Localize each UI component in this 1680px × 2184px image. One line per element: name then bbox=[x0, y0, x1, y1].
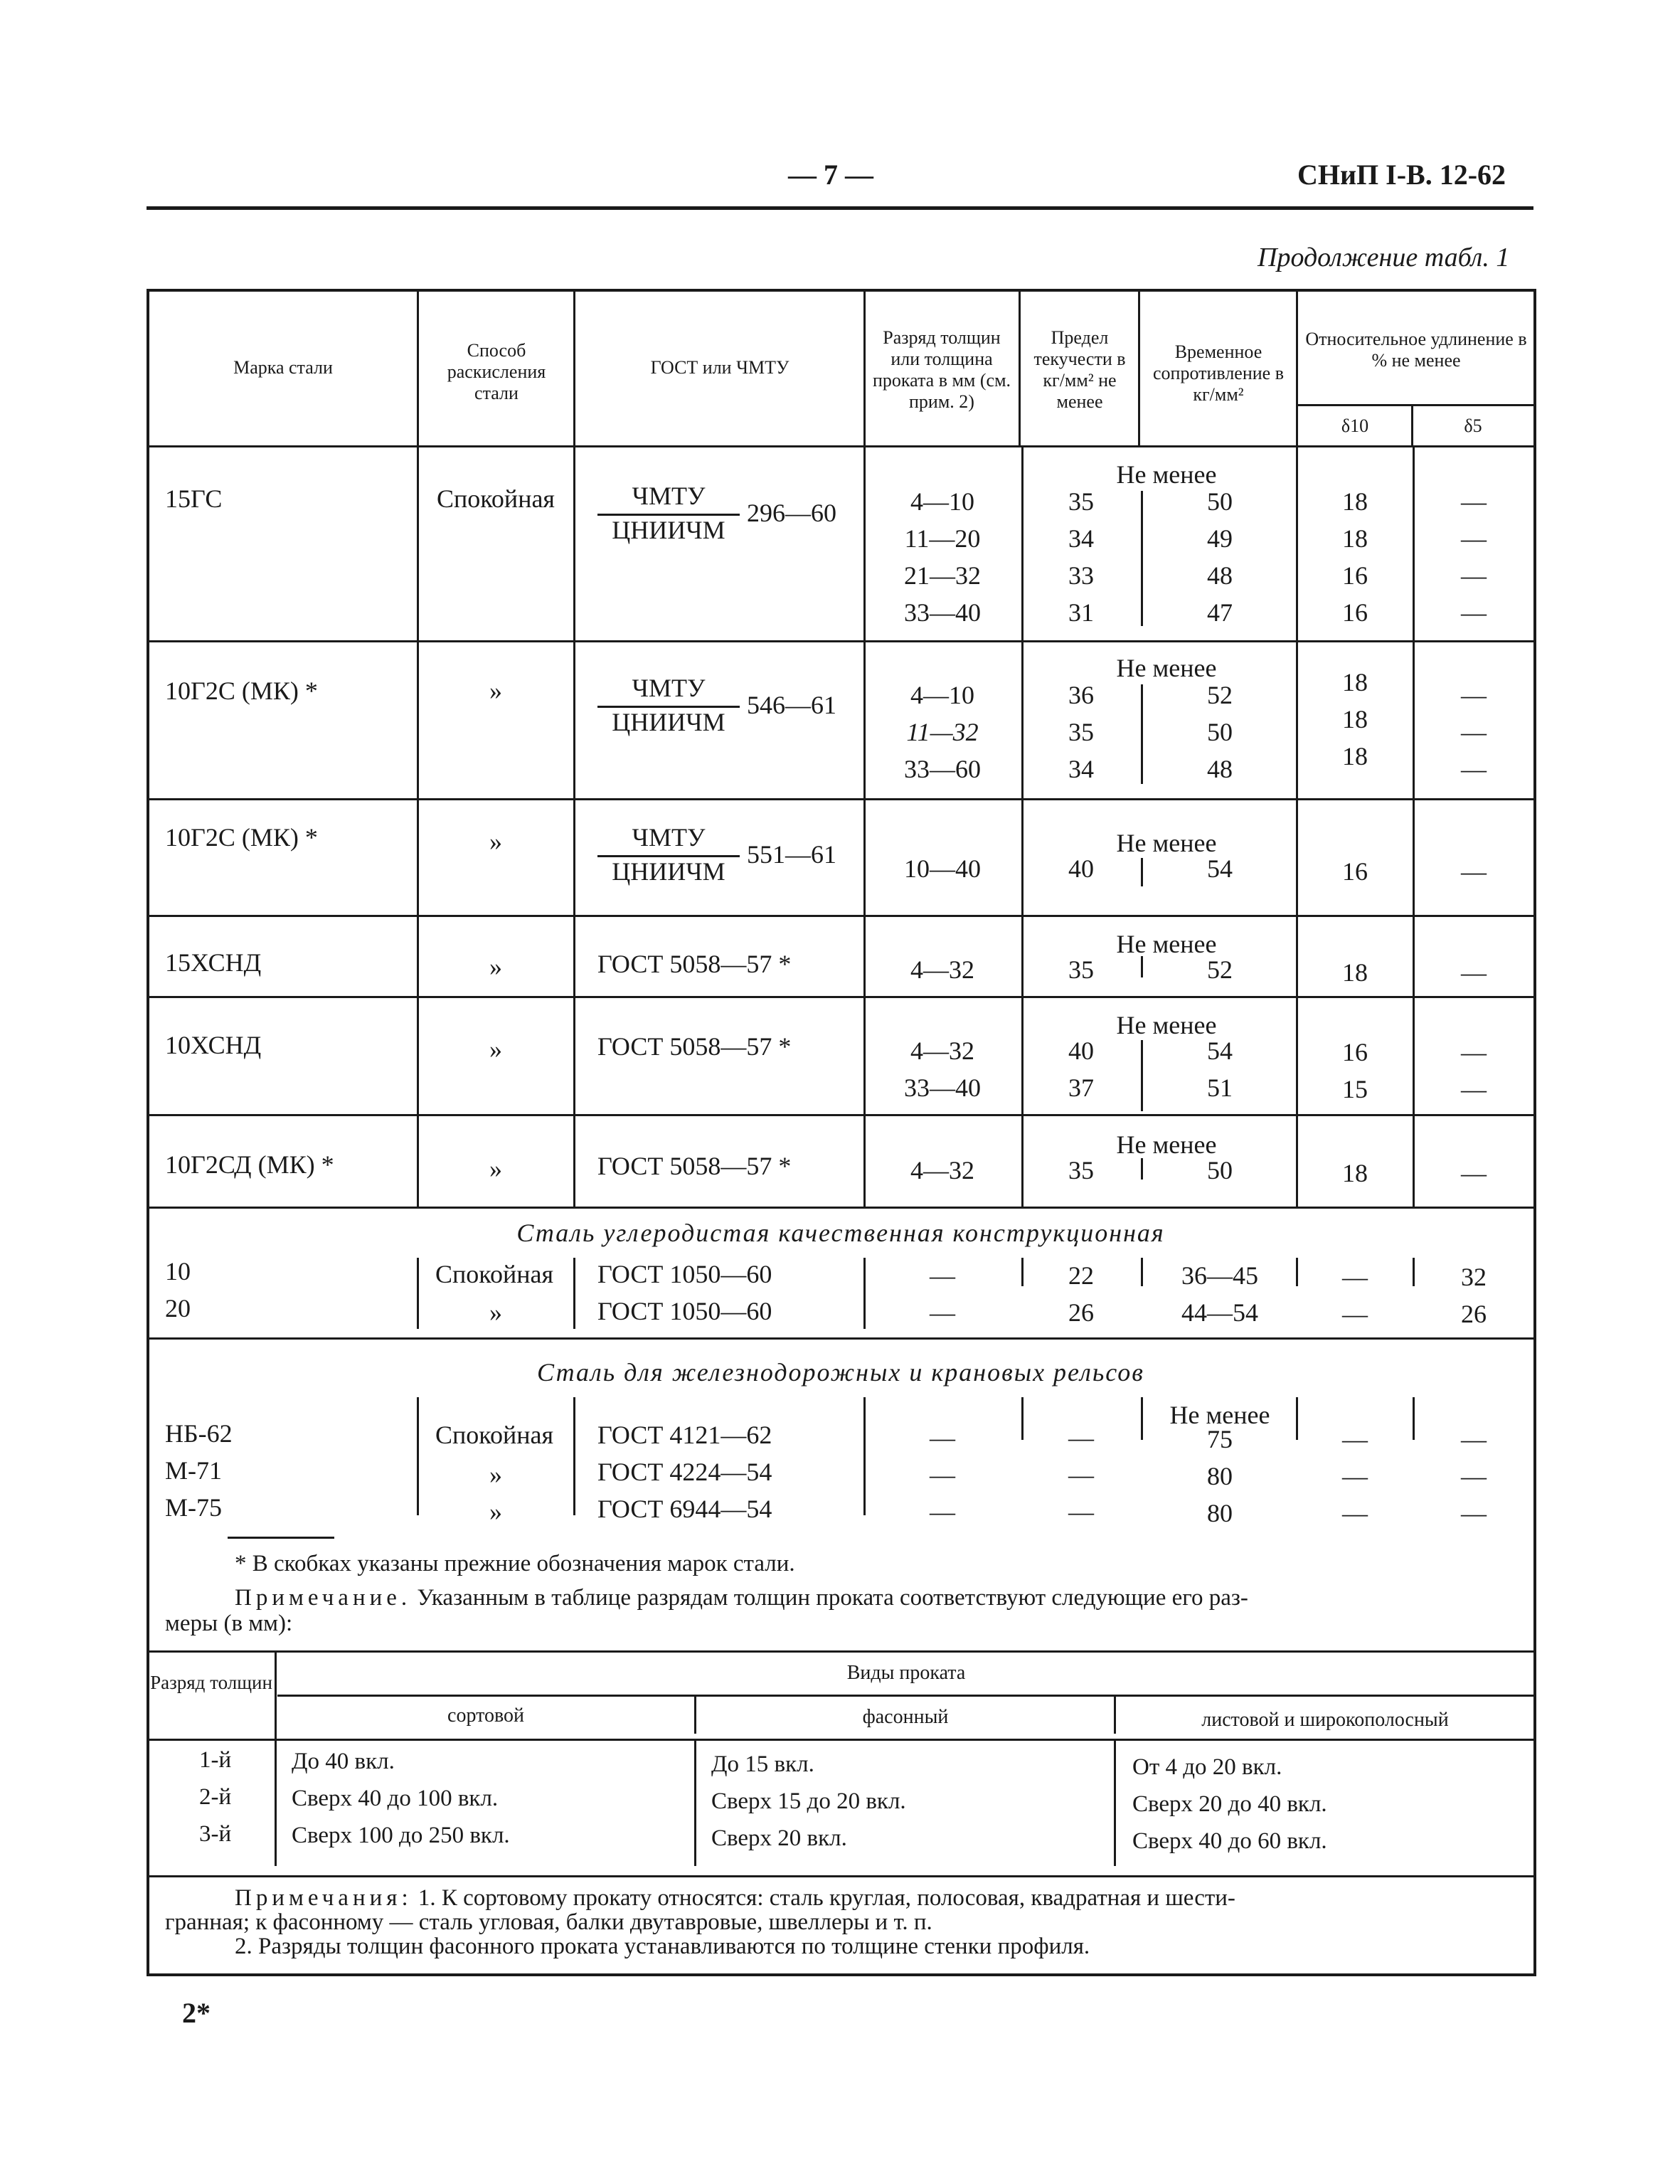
thickness: — bbox=[930, 1298, 955, 1327]
col-header-gost: ГОСТ или ЧМТУ bbox=[650, 357, 790, 378]
thickness: 11—20 bbox=[904, 524, 981, 553]
note-label: Примечание. bbox=[235, 1585, 412, 1611]
tensile: 75 bbox=[1207, 1425, 1233, 1453]
deoxidation: Спокойная bbox=[435, 1260, 554, 1288]
gost-top: ЧМТУ bbox=[632, 823, 706, 852]
deoxidation: » bbox=[489, 1298, 502, 1327]
deoxidation: » bbox=[489, 953, 502, 981]
section-title: Сталь для железнодорожных и крановых рельсов bbox=[537, 1358, 1144, 1387]
tensile: 48 bbox=[1207, 755, 1233, 783]
thickness: 33—40 bbox=[904, 598, 981, 627]
yield: 40 bbox=[1068, 854, 1094, 883]
yield: 35 bbox=[1068, 955, 1094, 984]
col-header-section: сортовой bbox=[447, 1705, 524, 1727]
col-header-deoxidation: Способ раскисления стали bbox=[447, 340, 546, 403]
deoxidation: Спокойная bbox=[436, 484, 555, 513]
steel-grade: 20 bbox=[165, 1294, 191, 1322]
yield: 31 bbox=[1068, 598, 1094, 627]
thickness: — bbox=[930, 1497, 955, 1526]
elong-d5: 32 bbox=[1461, 1263, 1487, 1291]
elong-d5: — bbox=[1461, 1038, 1487, 1066]
steel-grade: 10 bbox=[165, 1257, 191, 1286]
elong-d10: 18 bbox=[1342, 668, 1368, 696]
elong-d10: 18 bbox=[1342, 742, 1368, 770]
shaped-size: Сверх 15 до 20 вкл. bbox=[711, 1788, 906, 1814]
col-header-grade: Разряд толщин bbox=[150, 1672, 272, 1693]
elong-d5: — bbox=[1461, 1159, 1487, 1187]
elong-d5: — bbox=[1461, 718, 1487, 746]
tensile: 54 bbox=[1207, 1037, 1233, 1065]
thickness: — bbox=[930, 1461, 955, 1489]
tensile: 51 bbox=[1207, 1074, 1233, 1102]
tensile: 50 bbox=[1207, 1156, 1233, 1184]
tensile: 36—45 bbox=[1181, 1261, 1258, 1290]
section-size: Сверх 100 до 250 вкл. bbox=[292, 1823, 510, 1848]
col-header-steel: Марка стали bbox=[233, 357, 333, 378]
thickness: — bbox=[930, 1424, 955, 1452]
steel-grade: М-75 bbox=[165, 1493, 222, 1522]
yield: — bbox=[1068, 1497, 1094, 1526]
yield: 35 bbox=[1068, 487, 1094, 516]
elong-d5: — bbox=[1461, 1075, 1487, 1103]
yield: 22 bbox=[1068, 1261, 1094, 1290]
elong-d5: — bbox=[1461, 681, 1487, 709]
page-mark: 2* bbox=[182, 1997, 211, 2029]
elong-d5: — bbox=[1461, 524, 1487, 553]
tensile: 50 bbox=[1207, 718, 1233, 746]
col-header-elongation: Относительное удлинение в % не менее bbox=[1305, 329, 1527, 371]
elong-d5: — bbox=[1461, 561, 1487, 590]
gost-number: 296—60 bbox=[747, 499, 836, 527]
yield: — bbox=[1068, 1424, 1094, 1452]
thickness: 4—10 bbox=[910, 487, 974, 516]
elong-d5: — bbox=[1461, 487, 1487, 516]
page-number: — 7 — bbox=[788, 159, 873, 191]
note-line-1 bbox=[235, 1585, 1248, 1611]
notes-text-1: 1. К сортовому прокату относятся: сталь круглая, полосовая, квадратная и шести- bbox=[418, 1885, 1235, 1911]
gost-number: 551—61 bbox=[747, 840, 836, 869]
yield: — bbox=[1068, 1461, 1094, 1489]
tensile: 44—54 bbox=[1181, 1298, 1258, 1327]
tensile: 52 bbox=[1207, 955, 1233, 984]
gost: ГОСТ 4121—62 bbox=[597, 1421, 772, 1449]
elong-d5: — bbox=[1461, 1499, 1487, 1527]
shaped-size: Сверх 20 вкл. bbox=[711, 1825, 847, 1851]
elong-d10: 18 bbox=[1342, 705, 1368, 733]
elong-d10: — bbox=[1342, 1499, 1368, 1527]
not-less-label: Не менее bbox=[1116, 1130, 1217, 1159]
note-text: Указанным в таблице разрядам толщин проката соответствуют следующие его раз- bbox=[417, 1585, 1248, 1611]
elong-d5: — bbox=[1461, 1462, 1487, 1490]
gost: ГОСТ 5058—57 * bbox=[597, 1152, 792, 1180]
steel-grade: 10Г2СД (МК) * bbox=[165, 1150, 334, 1179]
gost-bottom: ЦНИИЧМ bbox=[612, 708, 725, 736]
elong-d5: 26 bbox=[1461, 1300, 1487, 1328]
not-less-label: Не менее bbox=[1116, 654, 1217, 682]
tensile: 52 bbox=[1207, 681, 1233, 709]
thickness: 4—32 bbox=[910, 1037, 974, 1065]
steel-grade: 10ХСНД bbox=[165, 1031, 262, 1059]
elong-d10: 16 bbox=[1342, 561, 1368, 590]
elong-d10: — bbox=[1342, 1263, 1368, 1291]
tensile: 54 bbox=[1207, 854, 1233, 883]
deoxidation: » bbox=[489, 827, 502, 856]
elong-d10: 18 bbox=[1342, 958, 1368, 987]
deoxidation: Спокойная bbox=[435, 1421, 554, 1449]
tensile: 50 bbox=[1207, 487, 1233, 516]
yield: 40 bbox=[1068, 1037, 1094, 1065]
notes-label: Примечания: bbox=[235, 1885, 413, 1911]
not-less-label: Не менее bbox=[1116, 460, 1217, 489]
elong-d5: — bbox=[1461, 958, 1487, 987]
yield: 33 bbox=[1068, 561, 1094, 590]
yield: 35 bbox=[1068, 718, 1094, 746]
elong-d5: — bbox=[1461, 1425, 1487, 1453]
col-header-d10: δ10 bbox=[1341, 415, 1369, 436]
tensile: 80 bbox=[1207, 1499, 1233, 1527]
thickness: — bbox=[930, 1261, 955, 1290]
table-continuation-label: Продолжение табл. 1 bbox=[1258, 243, 1510, 272]
col-header-tensile: Временное сопротивление в кг/мм² bbox=[1153, 341, 1284, 405]
thickness: 4—10 bbox=[910, 681, 974, 709]
section-size: Сверх 40 до 100 вкл. bbox=[292, 1786, 499, 1811]
tensile: 48 bbox=[1207, 561, 1233, 590]
gost: ГОСТ 1050—60 bbox=[597, 1297, 772, 1325]
gost: ГОСТ 5058—57 * bbox=[597, 1032, 792, 1061]
thickness: 11—32 bbox=[906, 718, 979, 746]
steel-grade: 15ГС bbox=[165, 484, 223, 513]
elong-d10: 18 bbox=[1342, 487, 1368, 516]
gost: ГОСТ 6944—54 bbox=[597, 1495, 772, 1523]
gost-top: ЧМТУ bbox=[632, 674, 706, 702]
deoxidation: » bbox=[489, 1155, 502, 1183]
elong-d5: — bbox=[1461, 755, 1487, 783]
not-less-label: Не менее bbox=[1116, 1011, 1217, 1039]
notes-line-1 bbox=[235, 1885, 1235, 1912]
yield: 37 bbox=[1068, 1074, 1094, 1102]
col-header-thickness: Разряд толщин или толщина проката в мм (см. прим. 2) bbox=[872, 327, 1011, 412]
section-size: До 40 вкл. bbox=[292, 1749, 395, 1774]
elong-d10: — bbox=[1342, 1462, 1368, 1490]
col-header-sheet: листовой и широкополосный bbox=[1201, 1709, 1449, 1731]
elong-d5: — bbox=[1461, 598, 1487, 627]
shaped-size: До 15 вкл. bbox=[711, 1751, 814, 1777]
yield: 26 bbox=[1068, 1298, 1094, 1327]
col-header-shaped: фасонный bbox=[862, 1706, 949, 1728]
sheet-size: От 4 до 20 вкл. bbox=[1132, 1754, 1282, 1780]
footnote: * В скобках указаны прежние обозначения марок стали. bbox=[235, 1551, 795, 1576]
thickness: 4—32 bbox=[910, 955, 974, 984]
steel-grade: 10Г2С (МК) * bbox=[165, 823, 318, 852]
sheet-size: Сверх 40 до 60 вкл. bbox=[1132, 1828, 1327, 1854]
yield: 34 bbox=[1068, 755, 1094, 783]
gost: ГОСТ 4224—54 bbox=[597, 1458, 772, 1486]
deoxidation: » bbox=[489, 1461, 502, 1489]
steel-grade: НБ-62 bbox=[165, 1419, 233, 1448]
header-rule bbox=[147, 206, 1533, 210]
col-header-d5: δ5 bbox=[1464, 415, 1482, 436]
deoxidation: » bbox=[489, 677, 502, 705]
elong-d10: 16 bbox=[1342, 857, 1368, 886]
grade: 1-й bbox=[199, 1747, 232, 1773]
thickness: 33—60 bbox=[904, 755, 981, 783]
elong-d5: — bbox=[1461, 857, 1487, 886]
steel-grade: М-71 bbox=[165, 1456, 222, 1485]
tensile: 47 bbox=[1207, 598, 1233, 627]
elong-d10: — bbox=[1342, 1300, 1368, 1328]
thickness: 21—32 bbox=[904, 561, 981, 590]
steel-grade: 10Г2С (МК) * bbox=[165, 677, 318, 705]
gost-bottom: ЦНИИЧМ bbox=[612, 857, 725, 886]
not-less-label: Не менее bbox=[1116, 930, 1217, 958]
thickness: 33—40 bbox=[904, 1074, 981, 1102]
not-less-label: Не менее bbox=[1116, 829, 1217, 857]
thickness: 4—32 bbox=[910, 1156, 974, 1184]
not-less-label: Не менее bbox=[1169, 1401, 1270, 1429]
gost-top: ЧМТУ bbox=[632, 482, 706, 510]
yield: 34 bbox=[1068, 524, 1094, 553]
elong-d10: 18 bbox=[1342, 1159, 1368, 1187]
elong-d10: 18 bbox=[1342, 524, 1368, 553]
sheet-size: Сверх 20 до 40 вкл. bbox=[1132, 1791, 1327, 1817]
steel-grade: 15ХСНД bbox=[165, 948, 262, 977]
elong-d10: 16 bbox=[1342, 1038, 1368, 1066]
note-line-2: меры (в мм): bbox=[165, 1611, 293, 1636]
elong-d10: — bbox=[1342, 1425, 1368, 1453]
thickness: 10—40 bbox=[904, 854, 981, 883]
gost: ГОСТ 5058—57 * bbox=[597, 950, 792, 978]
grade: 2-й bbox=[199, 1784, 232, 1810]
notes-line-3: 2. Разряды толщин фасонного проката устанавливаются по толщине стенки профиля. bbox=[235, 1934, 1090, 1959]
tensile: 49 bbox=[1207, 524, 1233, 553]
elong-d10: 15 bbox=[1342, 1075, 1368, 1103]
elong-d10: 16 bbox=[1342, 598, 1368, 627]
yield: 36 bbox=[1068, 681, 1094, 709]
col-header-types: Виды проката bbox=[846, 1662, 966, 1684]
section-title: Сталь углеродистая качественная конструкционная bbox=[516, 1219, 1165, 1247]
grade: 3-й bbox=[199, 1821, 232, 1847]
deoxidation: » bbox=[489, 1497, 502, 1526]
gost-bottom: ЦНИИЧМ bbox=[612, 516, 725, 544]
notes-line-2: гранная; к фасонному — сталь угловая, балки двутавровые, швеллеры и т. п. bbox=[165, 1909, 932, 1935]
document-code: СНиП I-В. 12-62 bbox=[1297, 159, 1506, 191]
tensile: 80 bbox=[1207, 1462, 1233, 1490]
gost-number: 546—61 bbox=[747, 691, 836, 719]
yield: 35 bbox=[1068, 1156, 1094, 1184]
deoxidation: » bbox=[489, 1035, 502, 1064]
col-header-yield: Предел текучести в кг/мм² не менее bbox=[1033, 327, 1126, 412]
gost: ГОСТ 1050—60 bbox=[597, 1260, 772, 1288]
